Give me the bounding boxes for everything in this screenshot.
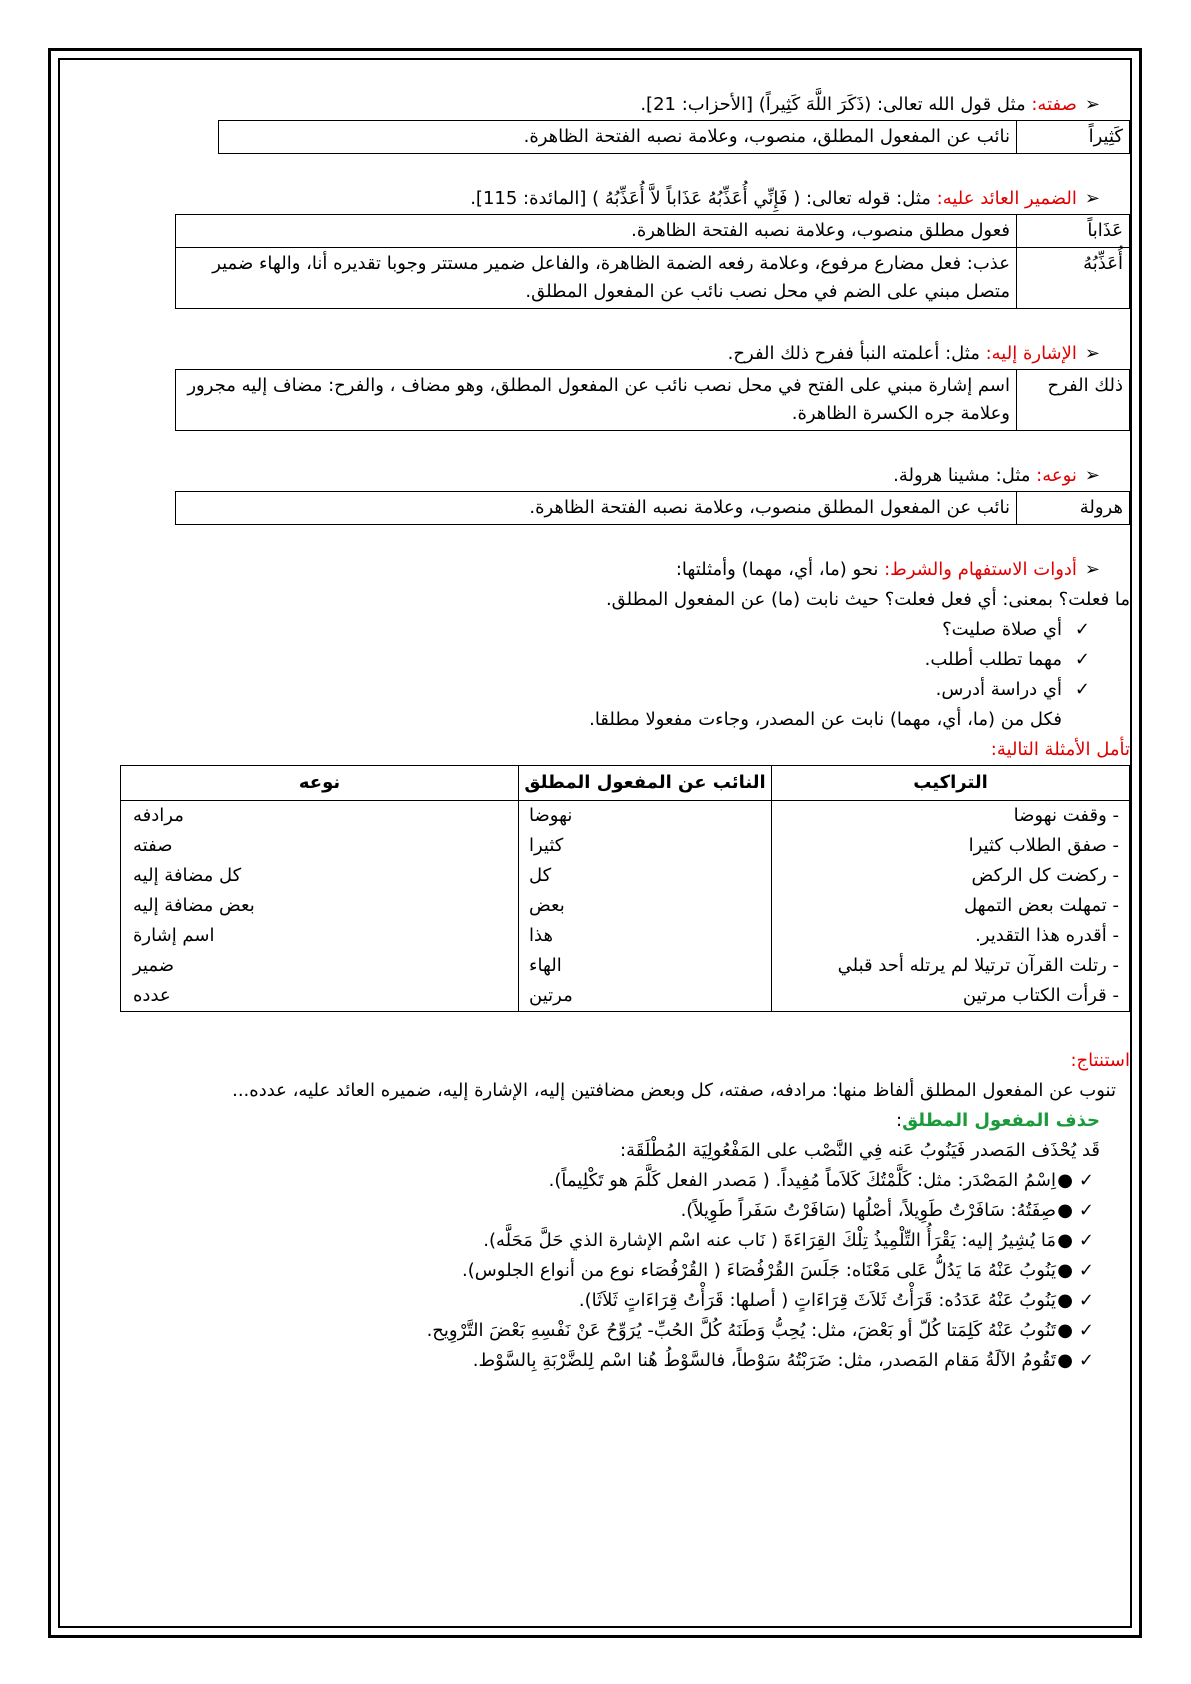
table-row	[219, 121, 1130, 154]
examples-table	[120, 765, 1130, 1012]
check-bullet-icon: ✓●	[1057, 1320, 1100, 1341]
parsing-text: نائب عن المفعول المطلق، منصوب، وعلامة نصبه الفتحة الظاهرة.	[219, 121, 1017, 154]
section-text: مثل قول الله تعالى: (ذَكَرَ اللَّهَ كَثِيراً) [الأحزاب: 21].	[640, 94, 1032, 115]
parsed-word: ذلك الفرح	[1017, 370, 1130, 431]
list-item: ✓● صِفَتُهُ: سَافَرْتُ طَوِيلاً، أصْلُها (سَافَرْتُ سَفَراً طَوِيلاً).	[100, 1196, 1100, 1226]
table-row	[176, 215, 1130, 248]
list-item: ✓● تَقُومُ الآلَةُ مَقام المَصدر، مثل: ضَرَبْتُهُ سَوْطاً، فالسَّوْطُ هُنا اسْم لِلضَّرْبَةِ بِالسَّوْط.	[100, 1346, 1100, 1376]
list-item: ✓ مهما تطلب أطلب.	[100, 645, 1090, 675]
conclusion-line: فكل من (ما، أي، مهما) نابت عن المصدر، وجاءت مفعولا مطلقا.	[589, 709, 1062, 730]
section-label: صفته:	[1031, 94, 1077, 115]
section-label: الإشارة إليه:	[985, 343, 1077, 364]
list-item: ✓● تَنُوبُ عَنْهُ كَلِمَتا كُلّ أو بَعْضَ، مثل: يُحِبُّ وَطَنَهُ كُلَّ الحُبِّ- يُرَوِّحُ عَنْ نَفْسِهِ بَعْضَ التَّرْوِيح.	[100, 1316, 1100, 1346]
parsing-text: فعول مطلق منصوب، وعلامة نصبه الفتحة الظاهرة.	[176, 215, 1017, 248]
check-list	[100, 615, 1100, 705]
list-item: ✓ أي صلاة صليت؟	[100, 615, 1090, 645]
section-text: مثل: قوله تعالى: ( فَإِنِّي أُعَذِّبُهُ عَذَاباً لاَّ أُعَذِّبُهُ ) [المائدة: 115].	[470, 188, 937, 209]
table-row: - وقفت نهوضا نهوضا مرادفه	[121, 801, 1130, 832]
table-row	[176, 370, 1130, 431]
parsing-table	[175, 491, 1130, 525]
parsed-word: كَثِيراً	[1017, 121, 1130, 154]
section-ishara	[100, 339, 1100, 369]
section-label: الضمير العائد عليه:	[936, 188, 1077, 209]
section-sifatuhu	[100, 90, 1100, 120]
table-header-row	[121, 766, 1130, 801]
check-bullet-icon: ✓●	[1057, 1200, 1100, 1221]
arrow-bullet-icon: ➢	[1084, 343, 1100, 364]
check-icon: ✓	[1074, 679, 1090, 700]
section-text: نحو (ما، أي، مهما) وأمثلتها:	[675, 559, 885, 580]
parsing-text: نائب عن المفعول المطلق منصوب، وعلامة نصبه الفتحة الظاهرة.	[176, 492, 1017, 525]
explanation-line: ما فعلت؟ بمعنى: أي فعل فعلت؟ حيث نابت (ما) عن المفعول المطلق.	[605, 589, 1130, 610]
arrow-bullet-icon: ➢	[1084, 465, 1100, 486]
arrow-bullet-icon: ➢	[1084, 188, 1100, 209]
table-row: - صفق الطلاب كثيرا كثيرا صفته	[121, 831, 1130, 861]
table-row	[176, 248, 1130, 309]
section-text: مثل: مشينا هرولة.	[893, 465, 1037, 486]
table-row: - ركضت كل الركض كل كل مضافة إليه	[121, 861, 1130, 891]
check-bullet-icon: ✓●	[1057, 1260, 1100, 1281]
section-text: مثل: أعلمته النبأ ففرح ذلك الفرح.	[727, 343, 986, 364]
parsed-word: أُعَذِّبُهُ	[1017, 248, 1130, 309]
section-naw	[100, 461, 1100, 491]
arrow-bullet-icon: ➢	[1084, 559, 1100, 580]
col-header-type: نوعه	[121, 766, 519, 801]
list-item: ✓● يَنُوبُ عَنْهُ مَا يَدُلُّ عَلى مَعْنَاه: جَلَسَ القُرْفُصَاءَ ( القُرْفُصَاء نوع من أنواع الجلوس).	[100, 1256, 1100, 1286]
deletion-heading: حذف المفعول المطلق:	[895, 1110, 1100, 1131]
section-adawat	[100, 555, 1100, 585]
parsing-table	[175, 214, 1130, 309]
examples-heading: تأمل الأمثلة التالية:	[990, 739, 1130, 760]
parsing-text: اسم إشارة مبني على الفتح في محل نصب نائب عن المفعول المطلق، وهو مضاف ، والفرح: مضاف إليه مجرور وعلامة جره الكسرة الظاهرة.	[176, 370, 1017, 431]
check-bullet-icon: ✓●	[1057, 1350, 1100, 1371]
section-label: أدوات الاستفهام والشرط:	[884, 559, 1077, 580]
parsing-table	[175, 369, 1130, 431]
parsed-word: عَذَاباً	[1017, 215, 1130, 248]
col-header-substitute: النائب عن المفعول المطلق	[519, 766, 772, 801]
check-bullet-icon: ✓●	[1057, 1170, 1100, 1191]
table-row: - رتلت القرآن ترتيلا لم يرتله أحد قبلي الهاء ضمير	[121, 951, 1130, 981]
check-bullet-icon: ✓●	[1057, 1290, 1100, 1311]
inference-text: تنوب عن المفعول المطلق ألفاظ منها: مرادفه، صفته، كل وبعض مضافتين إليه، الإشارة إليه، ضميره العائد عليه، عدده...	[232, 1080, 1116, 1101]
deletion-intro: قَد يُحْذَف المَصدر فَيَنُوبُ عَنه فِي النَّصْب على المَفْعُولِيَة المُطْلَقَة:	[620, 1140, 1100, 1161]
section-damir	[100, 184, 1100, 214]
table-row: - تمهلت بعض التمهل بعض بعض مضافة إليه	[121, 891, 1130, 921]
inference-heading: استنتاج:	[1070, 1050, 1130, 1071]
table-row: - أقدره هذا التقدير. هذا اسم إشارة	[121, 921, 1130, 951]
list-item: ✓● مَا يُشِيرُ إليه: يَقْرَأُ التِّلْمِيذُ تِلْكَ القِرَاءَةَ ( نَاب عنه اسْم الإشارة الذي حَلَّ مَحَلَّه).	[100, 1226, 1100, 1256]
table-row: - قرأت الكتاب مرتين مرتين عدده	[121, 981, 1130, 1012]
document-content	[100, 90, 1130, 1376]
arrow-bullet-icon: ➢	[1084, 94, 1100, 115]
table-row	[176, 492, 1130, 525]
section-label: نوعه:	[1036, 465, 1077, 486]
parsed-word: هرولة	[1017, 492, 1130, 525]
check-icon: ✓	[1074, 619, 1090, 640]
parsing-table	[218, 120, 1130, 154]
parsing-text: عذب: فعل مضارع مرفوع، وعلامة رفعه الضمة الظاهرة، والفاعل ضمير مستتر وجوبا تقديره أنا، والهاء ضمير متصل مبني على الضم في محل نصب نائب عن المفعول المطلق.	[176, 248, 1017, 309]
list-item: ✓● اِسْمُ المَصْدَر: مثل: كَلَّمْتُكَ كَلاَماً مُفِيداً. ( مَصدر الفعل كَلَّمَ هو تَكْلِيماً).	[100, 1166, 1100, 1196]
deletion-list	[100, 1166, 1100, 1376]
check-icon: ✓	[1074, 649, 1090, 670]
list-item: ✓ أي دراسة أدرس.	[100, 675, 1090, 705]
list-item: ✓● يَنُوبُ عَنْهُ عَدَدُه: قَرَأْتُ ثَلاَثَ قِرَاءَاتٍ ( أصلها: قَرَأْتُ قِرَاءَاتٍ ثَلاَثَا).	[100, 1286, 1100, 1316]
check-bullet-icon: ✓●	[1057, 1230, 1100, 1251]
col-header-structures: التراكيب	[772, 766, 1130, 801]
